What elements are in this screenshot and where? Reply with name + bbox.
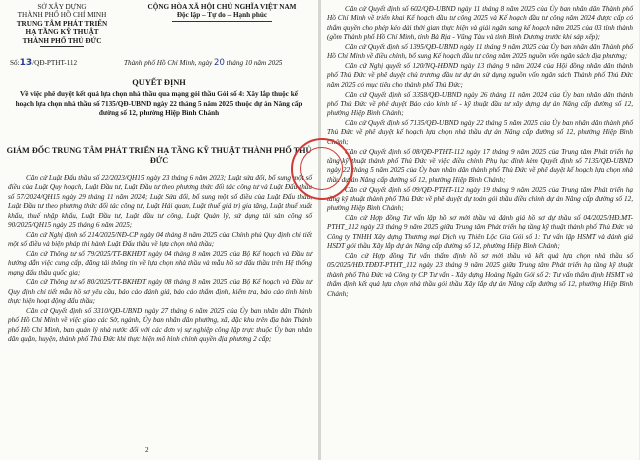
paragraph: Căn cứ Hợp đồng Tư vấn lập hồ sơ mời thầu và đánh giá hồ sơ dự thầu số 04/2025/HĐ.MT-PTHT_112 ngày 23 tháng 9 năm 2025 giữa Trung tâm Phát triển hạ tầng kỹ thuật thành phố Thủ Đức và Công ty TNHH Xây dựng Thương mại Dịch vụ Thiên Lộc Gia Gói số 1: Tư vấn lập HSMT và đánh giá HSDT gói thầu Xây lắp dự án Nâng cấp đường số 12, phường Hiệp Bình Chánh;	[327, 214, 633, 251]
paragraph: Căn cứ Quyết định số 3310/QĐ-UBND ngày 27 tháng 6 năm 2025 của Ủy ban nhân dân Thành phố Hồ Chí Minh về việc giao các Sở, ngành, Ủy ban nhân dân phường, xã, đặc khu trên địa bàn Thành phố Hồ Chí Minh, ban quản lý nhà nước đối với các đơn vị sự nghiệp công lập trực thuộc Ủy ban nhân dân quận, huyện, thành phố Thủ Đức khi thực hiện mô hình chính quyền địa phương 2 cấp;	[8, 306, 312, 344]
document-subject: Về việc phê duyệt kết quả lựa chọn nhà thầu qua mạng gói thầu Gói số 4: Xây lắp thuộc kế hoạch lựa chọn nhà thầu số 7135/QĐ-UBND ngày 22 tháng 5 năm 2025 thuộc dự án Nâng cấp đường số 12, phường Hiệp Bình Chánh	[15, 90, 303, 118]
number-prefix: Số:	[10, 59, 20, 67]
org-underline	[40, 46, 84, 47]
org-name-line-1: TRUNG TÂM PHÁT TRIỂN	[16, 19, 108, 28]
org-name-line-2: HẠ TẦNG KỸ THUẬT	[25, 28, 99, 37]
document-header	[6, 3, 312, 55]
paragraph: Căn cứ Nghị quyết số 120/NQ-HĐND ngày 13 tháng 9 năm 2024 của Hội đồng nhân dân thành phố Thủ Đức về phê duyệt chủ trương đầu tư dự án sử dụng nguồn vốn ngân sách Thành phố Thủ Đức năm 2025 có mục tiêu cho thành phố Thủ Đức;	[327, 62, 633, 89]
document-page-left	[0, 0, 318, 460]
document-title: QUYẾT ĐỊNH	[132, 78, 186, 87]
national-header	[132, 3, 312, 22]
org-name-line-3: THÀNH PHỐ THỦ ĐỨC	[22, 36, 102, 45]
number-suffix: /QĐ-PTHT-112	[32, 59, 78, 67]
paragraph: Căn cứ Luật Đấu thầu số 22/2023/QH15 ngày 23 tháng 6 năm 2023; Luật sửa đổi, bổ sung một số điều của Luật Quy hoạch, Luật Đầu tư, Luật Đầu tư theo phương thức đối tác công tư và Luật Đấu thầu số 57/2024/QH15 ngày 29 tháng 11 năm 2024; Luật Sửa đổi, bổ sung một số điều của Luật Đấu thầu, Luật Đầu tư theo phương thức đối tác công tư, Luật Hải quan, Luật thuế giá trị gia tăng, Luật thuế xuất khẩu, thuế nhập khẩu, Luật Đầu tư, Luật đầu tư công, Luật Quản lý, sử dụng tài sản công số 90/2025/QH15 ngày 25 tháng 6 năm 2025;	[8, 174, 312, 230]
motto-underline	[172, 21, 272, 22]
seal-inner-ring	[300, 147, 343, 190]
date-prefix: Thành phố Hồ Chí Minh, ngày	[124, 59, 213, 67]
document-number	[10, 59, 77, 68]
handwritten-number: 13	[19, 58, 33, 68]
org-city: THÀNH PHỐ HỒ CHÍ MINH	[17, 11, 107, 20]
paragraph: Căn cứ Quyết định số 1395/QĐ-UBND ngày 11 tháng 9 năm 2025 của Ủy ban nhân dân Thành phố Hồ Chí Minh về điều chỉnh, bổ sung Kế hoạch đầu tư công năm 2025 nguồn vốn ngân sách địa phương;	[327, 42, 633, 61]
paragraph: Căn cứ Nghị định số 214/2025/NĐ-CP ngày 04 tháng 8 năm 2025 của Chính phủ Quy định chi tiết một số điều và biện pháp thi hành Luật Đấu thầu về lựa chọn nhà thầu;	[8, 230, 312, 249]
national-motto: Độc lập – Tự do – Hạnh phúc	[176, 11, 268, 20]
nation-name: CỘNG HÒA XÃ HỘI CHỦ NGHĨA VIỆT NAM	[147, 3, 297, 11]
paragraph: Căn cứ Thông tư số 79/2025/TT-BKHĐT ngày 04 tháng 8 năm 2025 của Bộ Kế hoạch và Đầu tư hướng dẫn việc cung cấp, đăng tải thông tin về lựa chọn nhà thầu và mẫu hồ sơ đấu thầu trên Hệ thống mạng đấu thầu quốc gia;	[8, 249, 312, 277]
legal-basis-right	[327, 5, 633, 299]
date-suffix: tháng 10 năm 2025	[226, 59, 283, 67]
red-seal-stamp	[291, 138, 353, 200]
issuing-organization	[6, 3, 118, 47]
document-page-right	[321, 0, 639, 460]
paragraph: Căn cứ Quyết định số 602/QĐ-UBND ngày 11 tháng 8 năm 2025 của Ủy ban nhân dân Thành phố Hồ Chí Minh về triển khai Kế hoạch đầu tư công 2025 và Kế hoạch đầu tư công năm 2024 được cấp có thẩm quyền cho phép kéo dài thời gian thực hiện và giải ngân sang kế hoạch năm 2025 của 03 tỉnh thành (gồm Thành phố Hồ Chí Minh, tỉnh Bà Rịa - Vũng Tàu và tỉnh Bình Dương trước khi sáp xếp);	[327, 5, 633, 42]
issue-date	[124, 59, 282, 68]
paragraph: Căn cứ Quyết định số 7135/QĐ-UBND ngày 22 tháng 5 năm 2025 của Ủy ban nhân dân thành phố Thủ Đức về phê duyệt kế hoạch lựa chọn nhà thầu dự án Nâng cấp đường số 12, phường Hiệp Bình Chánh;	[327, 119, 633, 146]
reference-line	[6, 59, 312, 71]
org-parent: SỞ XÂY DỰNG	[37, 3, 87, 11]
page-number: 2	[145, 446, 149, 454]
legal-basis-left	[8, 174, 312, 345]
handwritten-day: 20	[214, 58, 225, 68]
issuing-authority: GIÁM ĐỐC TRUNG TÂM PHÁT TRIỂN HẠ TẦNG KỸ THUẬT THÀNH PHỐ THỦ ĐỨC	[6, 146, 312, 165]
paragraph: Căn cứ Thông tư số 80/2025/TT-BKHĐT ngày 08 tháng 8 năm 2025 của Bộ Kế hoạch và Đầu tư Quy định chi tiết mẫu hồ sơ yêu cầu, báo cáo đánh giá, báo cáo thẩm định, kiểm tra, báo cáo tình hình thực hiện hoạt động đấu thầu;	[8, 278, 312, 306]
paragraph: Căn cứ Quyết định số 08/QĐ-PTHT-112 ngày 17 tháng 9 năm 2025 của Trung tâm Phát triển hạ tầng kỹ thuật thành phố Thủ Đức về việc điều chỉnh Phụ lục đính kèm Quyết định số 7135/QĐ-UBND ngày 22 tháng 5 năm 2025 của Ủy ban nhân dân thành phố Thủ Đức về phê duyệt kế hoạch lựa chọn nhà thầu dự án Nâng cấp đường số 12, phường Hiệp Bình Chánh;	[327, 147, 633, 184]
paragraph: Căn cứ Quyết định số 09/QĐ-PTHT-112 ngày 19 tháng 9 năm 2025 của Trung tâm Phát triển hạ tầng kỹ thuật thành phố Thủ Đức về phê duyệt dự toán gói thầu điều chỉnh dự án Nâng cấp đường số 12, phường Hiệp Bình Chánh;	[327, 185, 633, 213]
paragraph: Căn cứ Hợp đồng Tư vấn thẩm định hồ sơ mời thầu và kết quả lựa chọn nhà thầu số 05/2025/HĐ.TĐĐT-PTHT_112 ngày 23 tháng 9 năm 2025 giữa Trung tâm Phát triển hạ tầng kỹ thuật thành phố Thủ Đức và Công ty CP Tư vấn - Xây dựng Hoàng Ngân Gói số 2: Tư vấn thẩm định HSMT và thẩm định kết quả lựa chọn nhà thầu gói thầu Xây lắp dự án Nâng cấp đường số 12, phường Hiệp Bình Chánh;	[327, 251, 633, 298]
paragraph: Căn cứ Quyết định số 3358/QĐ-UBND ngày 26 tháng 11 năm 2024 của Ủy ban nhân dân thành phố Thủ Đức về phê duyệt Báo cáo kinh tế - kỹ thuật đầu tư xây dựng dự án Nâng cấp đường số 12, phường Hiệp Bình Chánh;	[327, 90, 633, 118]
